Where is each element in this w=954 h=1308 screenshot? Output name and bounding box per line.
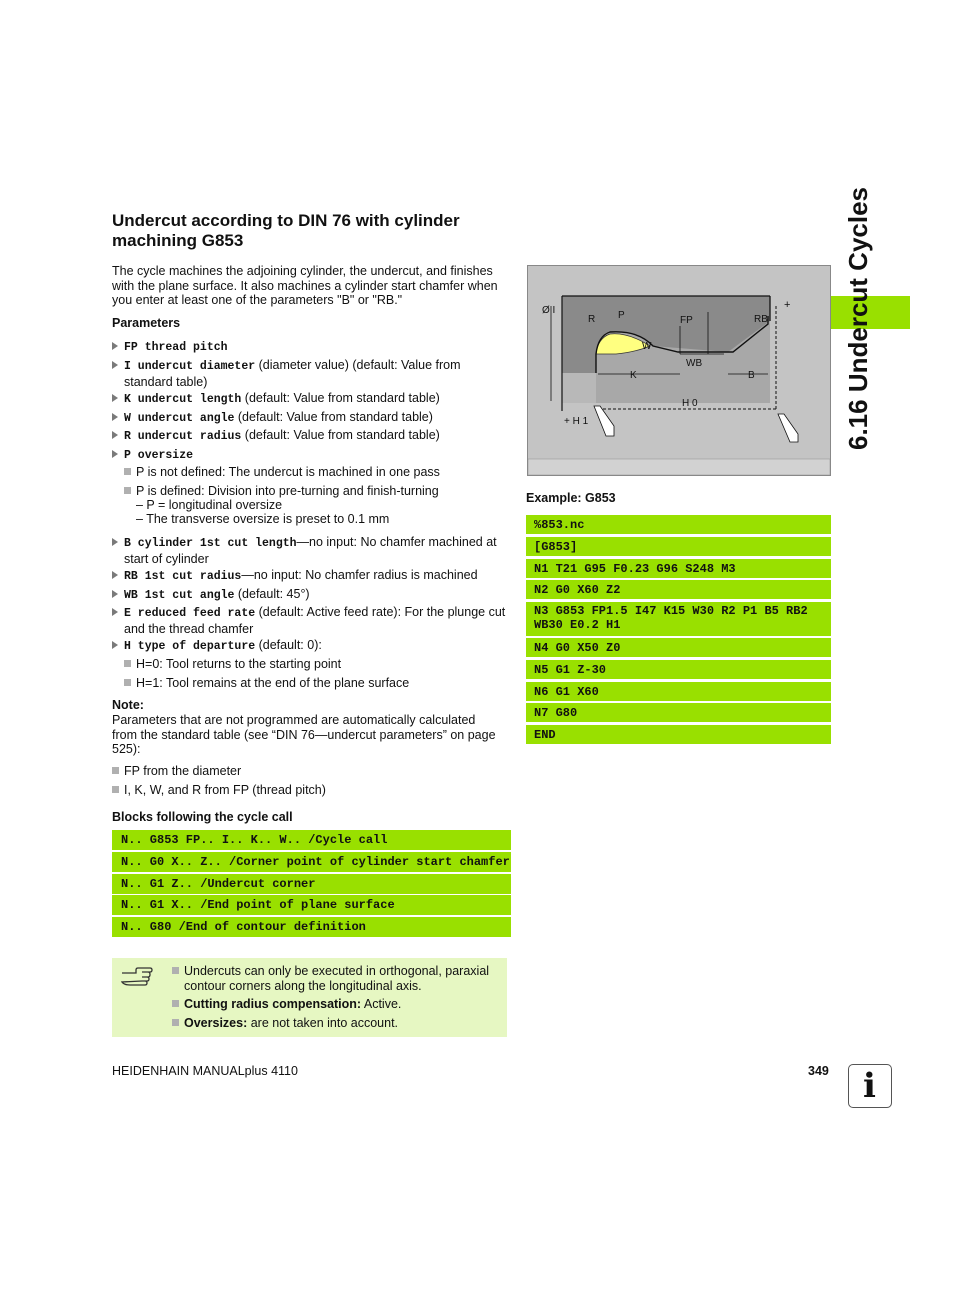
square-bullet-icon: [124, 487, 131, 494]
triangle-bullet-icon: [112, 431, 118, 439]
hint-item-2: Cutting radius compensation: Active.: [172, 997, 502, 1012]
section-title: Undercut according to DIN 76 with cylinder machining G853: [112, 211, 460, 250]
chapter-side-title: 6.16 Undercut Cycles: [843, 186, 873, 450]
label-rb: RB: [754, 314, 768, 325]
square-bullet-icon: [124, 660, 131, 667]
label-k: K: [630, 370, 637, 381]
label-dia: Ø I: [542, 305, 556, 316]
label-p: P: [618, 310, 625, 321]
square-bullet-icon: [172, 1019, 179, 1026]
triangle-bullet-icon: [112, 361, 118, 369]
p-bullet-defined: P is defined: Division into pre-turning and finish-turning: [124, 484, 514, 499]
param-h: H type of departure (default: 0):: [112, 638, 508, 655]
hint-box: [112, 958, 507, 1037]
param-k: K undercut length (default: Value from standard table): [112, 391, 508, 408]
example-line: N2 G0 X60 Z2: [526, 580, 831, 599]
example-line: N6 G1 X60: [526, 682, 831, 701]
triangle-bullet-icon: [112, 538, 118, 546]
example-line: N1 T21 G95 F0.23 G96 S248 M3: [526, 559, 831, 578]
info-icon: [848, 1064, 892, 1108]
param-i: I undercut diameter (diameter value) (default: Value from standard table): [112, 358, 508, 389]
p-sub-transverse: – The transverse oversize is preset to 0.1 mm: [136, 512, 390, 526]
note-bullet-fp: FP from the diameter: [112, 764, 502, 779]
square-bullet-icon: [112, 786, 119, 793]
example-line: N4 G0 X50 Z0: [526, 638, 831, 657]
note-bullet-ikwr: I, K, W, and R from FP (thread pitch): [112, 783, 502, 798]
triangle-bullet-icon: [112, 590, 118, 598]
param-w: W undercut angle (default: Value from standard table): [112, 410, 508, 427]
triangle-bullet-icon: [112, 450, 118, 458]
example-heading: Example: G853: [526, 491, 616, 505]
triangle-bullet-icon: [112, 342, 118, 350]
info-glyph: i: [863, 1066, 876, 1106]
h-bullet-1: H=1: Tool remains at the end of the plane surface: [124, 676, 514, 691]
square-bullet-icon: [112, 767, 119, 774]
param-b: B cylinder 1st cut length—no input: No chamfer machined at start of cylinder: [112, 535, 508, 566]
h-bullet-0: H=0: Tool returns to the starting point: [124, 657, 514, 672]
square-bullet-icon: [124, 468, 131, 475]
note-heading: Note:: [112, 698, 144, 712]
param-p: P oversize: [112, 447, 508, 464]
undercut-figure: [527, 265, 831, 476]
label-w: W: [642, 341, 652, 352]
block-row: N.. G1 X.. /End point of plane surface: [112, 895, 511, 915]
triangle-bullet-icon: [112, 571, 118, 579]
triangle-bullet-icon: [112, 608, 118, 616]
p-sub-longitudinal: – P = longitudinal oversize: [136, 498, 283, 512]
hint-item-3: Oversizes: are not taken into account.: [172, 1016, 502, 1031]
label-wb: WB: [686, 358, 703, 369]
footer-product: HEIDENHAIN MANUALplus 4110: [112, 1064, 298, 1078]
note-text: Parameters that are not programmed are automatically calculated from the standard table (see “DIN 76—undercut parameters” on page 525):: [112, 713, 496, 756]
block-row: N.. G0 X.. Z.. /Corner point of cylinder start chamfer: [112, 852, 511, 872]
example-line: END: [526, 725, 831, 744]
block-row: N.. G80 /End of contour definition: [112, 917, 511, 937]
blocks-heading: Blocks following the cycle call: [112, 810, 293, 824]
param-wb: WB 1st cut angle (default: 45°): [112, 587, 508, 604]
parameters-heading: Parameters: [112, 316, 181, 330]
param-r: R undercut radius (default: Value from standard table): [112, 428, 508, 445]
undercut-diagram: [528, 266, 830, 475]
block-row: N.. G1 Z.. /Undercut corner: [112, 874, 511, 894]
hint-item-1: Undercuts can only be executed in orthogonal, paraxial contour corners along the longitudinal axis.: [172, 964, 502, 993]
example-line: %853.nc: [526, 515, 831, 534]
example-line: N5 G1 Z-30: [526, 660, 831, 679]
example-line: N3 G853 FP1.5 I47 K15 W30 R2 P1 B5 RB2 WB30 E0.2 H1: [526, 602, 831, 636]
block-row: N.. G853 FP.. I.. K.. W.. /Cycle call: [112, 830, 511, 850]
label-b: B: [748, 370, 755, 381]
label-h0: H 0: [682, 398, 698, 409]
square-bullet-icon: [172, 1000, 179, 1007]
label-r: R: [588, 314, 596, 325]
triangle-bullet-icon: [112, 394, 118, 402]
param-e: E reduced feed rate (default: Active feed rate): For the plunge cut and the thread chamfer: [112, 605, 508, 636]
pointing-hand-icon: [120, 965, 154, 987]
param-fp: FP thread pitch: [112, 339, 508, 356]
triangle-bullet-icon: [112, 413, 118, 421]
param-rb: RB 1st cut radius—no input: No chamfer radius is machined: [112, 568, 508, 585]
label-fp: FP: [680, 315, 693, 326]
label-h1: + H 1: [564, 416, 589, 427]
square-bullet-icon: [172, 967, 179, 974]
label-start-plus: +: [784, 299, 791, 311]
page-number: 349: [808, 1064, 829, 1078]
triangle-bullet-icon: [112, 641, 118, 649]
example-line: [G853]: [526, 537, 831, 556]
example-line: N7 G80: [526, 703, 831, 722]
square-bullet-icon: [124, 679, 131, 686]
p-bullet-undefined: P is not defined: The undercut is machined in one pass: [124, 465, 514, 480]
intro-paragraph: The cycle machines the adjoining cylinder, the undercut, and finishes with the plane surface. It also machines a cylinder start chamfer when you enter at least one of the parameters "B" or "RB.": [112, 264, 498, 307]
